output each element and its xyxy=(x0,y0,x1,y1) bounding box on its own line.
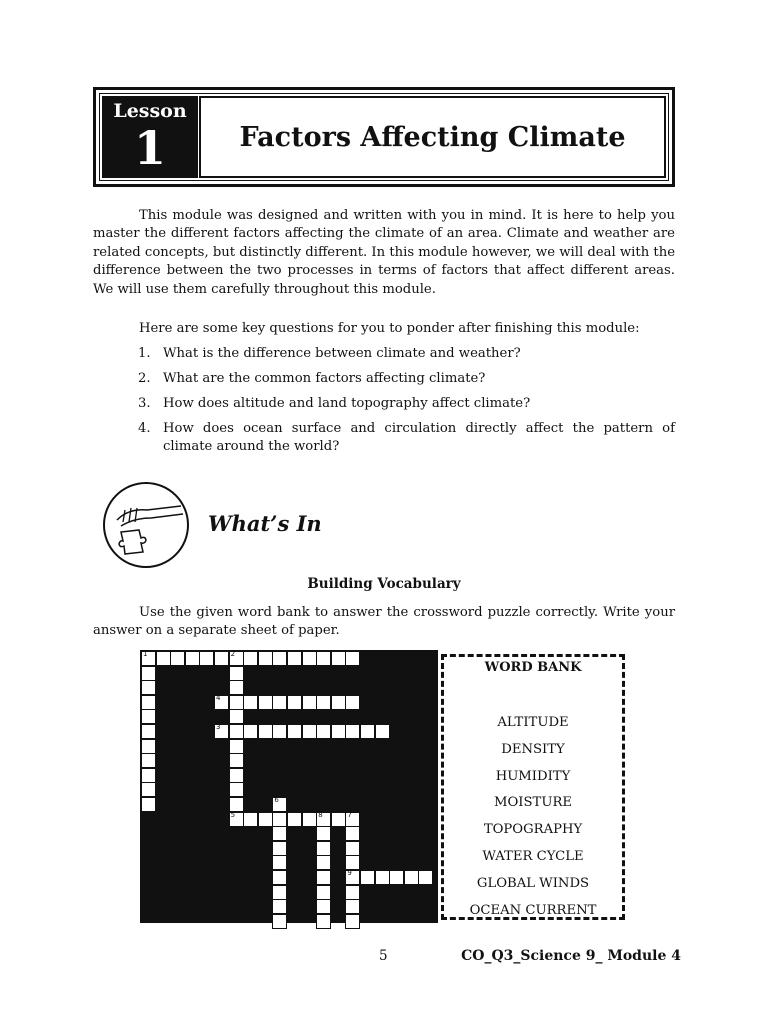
lesson-title: Factors Affecting Climate xyxy=(199,96,666,178)
questions-list xyxy=(138,345,675,463)
crossword-cell xyxy=(214,695,229,710)
crossword-cell xyxy=(243,695,258,710)
crossword-cell xyxy=(302,695,317,710)
crossword-cell xyxy=(185,651,200,666)
crossword-cell xyxy=(316,651,331,666)
crossword-cell xyxy=(214,651,229,666)
clue-number: 9 xyxy=(347,869,352,877)
crossword-cell xyxy=(170,651,185,666)
clue-number: 8 xyxy=(318,810,323,819)
word-bank-item: MOISTURE xyxy=(493,795,573,811)
crossword-cell xyxy=(229,709,244,724)
question-number: 1. xyxy=(138,346,151,361)
word-bank-title: WORD BANK xyxy=(484,660,582,675)
crossword-cell xyxy=(141,709,156,724)
question-number: 4. xyxy=(138,421,151,436)
word-bank xyxy=(441,654,625,920)
crossword-cell xyxy=(345,826,360,841)
vocab-title: Building Vocabulary xyxy=(307,576,461,592)
module-code: CO_Q3_Science 9_ Module 4 xyxy=(461,948,681,964)
crossword-cell xyxy=(229,782,244,797)
crossword-cell xyxy=(229,812,244,827)
crossword-cell xyxy=(272,724,287,739)
crossword-cell xyxy=(272,812,287,827)
crossword-cell xyxy=(345,841,360,856)
questions-intro: Here are some key questions for you to ponder after finishing this module: xyxy=(139,321,640,336)
lesson-tag xyxy=(102,96,198,178)
crossword-cell xyxy=(316,695,331,710)
clue-number: 2 xyxy=(230,650,236,658)
crossword-cell xyxy=(272,826,287,841)
crossword-cell xyxy=(258,812,273,827)
crossword-cell xyxy=(214,724,229,739)
crossword-cell xyxy=(141,753,156,768)
crossword-cell xyxy=(141,782,156,797)
crossword-cell xyxy=(229,695,244,710)
crossword-cell xyxy=(229,724,244,739)
word-bank-item: HUMIDITY xyxy=(495,768,571,784)
page-number: 5 xyxy=(379,948,388,964)
clue-number: 3 xyxy=(216,723,221,731)
crossword-cell xyxy=(345,885,360,900)
crossword-cell xyxy=(316,855,331,870)
vocab-instructions: Use the given word bank to answer the crossword puzzle correctly. Write your answer on a separate sheet of paper. xyxy=(93,605,675,639)
clue-number: 1 xyxy=(143,650,148,658)
crossword-cell xyxy=(229,666,244,681)
list-item xyxy=(138,395,675,413)
clue-number: 7 xyxy=(347,810,352,819)
list-item xyxy=(138,370,675,388)
crossword-cell xyxy=(229,739,244,754)
crossword-cell xyxy=(258,695,273,710)
crossword-cell xyxy=(375,724,390,739)
lesson-number: 1 xyxy=(133,121,166,175)
crossword-cell xyxy=(302,724,317,739)
crossword-cell xyxy=(141,666,156,681)
crossword-cell xyxy=(272,651,287,666)
crossword-puzzle xyxy=(140,650,438,923)
lesson-header xyxy=(93,87,675,187)
crossword-cell xyxy=(316,812,331,827)
crossword-cell xyxy=(316,870,331,885)
word-bank-list xyxy=(444,713,622,927)
crossword-cell xyxy=(243,812,258,827)
word-bank-item: GLOBAL WINDS xyxy=(476,875,590,891)
crossword-cell xyxy=(272,695,287,710)
crossword-cell xyxy=(345,651,360,666)
crossword-cell xyxy=(404,870,419,885)
crossword-cell xyxy=(375,870,390,885)
lesson-label: Lesson xyxy=(113,100,187,122)
crossword-cell xyxy=(418,870,433,885)
crossword-cell xyxy=(316,885,331,900)
crossword-cell xyxy=(141,651,156,666)
crossword-cell xyxy=(272,797,287,812)
crossword-cell xyxy=(287,651,302,666)
crossword-cell xyxy=(243,724,258,739)
crossword-cell xyxy=(141,695,156,710)
crossword-cell xyxy=(272,841,287,856)
crossword-cell xyxy=(258,651,273,666)
clue-number: 4 xyxy=(216,693,221,702)
crossword-cell xyxy=(331,695,346,710)
crossword-cell xyxy=(316,826,331,841)
crossword-cell xyxy=(345,812,360,827)
crossword-cell xyxy=(272,870,287,885)
crossword-cell xyxy=(141,724,156,739)
crossword-cell xyxy=(345,914,360,929)
crossword-cell xyxy=(229,651,244,666)
word-bank-item: ALTITUDE xyxy=(497,715,569,730)
crossword-cell xyxy=(345,870,360,885)
crossword-cell xyxy=(199,651,214,666)
crossword-cell xyxy=(141,768,156,783)
intro-paragraph: This module was designed and written with you in mind. It is here to help you master the different factors affecting the climate of an area. Climate and weather are related concepts, but distinctly different. In this module however, we will deal with the difference between the two processes in terms of factors that affect different areas. We will use them carefully throughout this module. xyxy=(93,208,675,297)
crossword-cell xyxy=(287,695,302,710)
crossword-cell xyxy=(229,680,244,695)
word-bank-item: TOPOGRAPHY xyxy=(483,822,583,838)
word-bank-item: WATER CYCLE xyxy=(482,848,584,864)
crossword-cell xyxy=(272,899,287,914)
crossword-cell xyxy=(360,870,375,885)
clue-number: 5 xyxy=(230,810,236,819)
question-number: 2. xyxy=(138,371,151,386)
crossword-cell xyxy=(345,695,360,710)
crossword-cell xyxy=(229,753,244,768)
question-text: How does altitude and land topography affect climate? xyxy=(163,396,531,411)
question-text: What is the difference between climate and weather? xyxy=(163,346,521,361)
whats-in-title: What’s In xyxy=(208,511,322,536)
crossword-cell xyxy=(258,724,273,739)
crossword-cell xyxy=(389,870,404,885)
word-bank-item: OCEAN CURRENT xyxy=(469,902,597,918)
crossword-cell xyxy=(345,899,360,914)
crossword-cell xyxy=(331,812,346,827)
crossword-cell xyxy=(302,651,317,666)
crossword-cell xyxy=(141,797,156,812)
crossword-cell xyxy=(331,651,346,666)
crossword-cell xyxy=(243,651,258,666)
crossword-cell xyxy=(141,680,156,695)
clue-number: 6 xyxy=(274,796,279,804)
list-item xyxy=(138,345,675,363)
crossword-cell xyxy=(272,914,287,929)
crossword-cell xyxy=(316,724,331,739)
crossword-cell xyxy=(331,724,346,739)
question-text: How does ocean surface and circulation directly affect the pattern of climate around the world? xyxy=(163,421,675,454)
question-number: 3. xyxy=(138,396,151,411)
crossword-cell xyxy=(272,855,287,870)
crossword-cell xyxy=(272,885,287,900)
crossword-cell xyxy=(141,739,156,754)
crossword-cell xyxy=(287,724,302,739)
crossword-cell xyxy=(156,651,171,666)
list-item xyxy=(138,420,675,456)
crossword-cell xyxy=(316,914,331,929)
crossword-cell xyxy=(316,899,331,914)
crossword-cell xyxy=(229,768,244,783)
crossword-cell xyxy=(360,724,375,739)
crossword-cell xyxy=(345,724,360,739)
crossword-cell xyxy=(302,812,317,827)
crossword-cell xyxy=(287,812,302,827)
puzzle-hand-icon xyxy=(99,480,195,570)
crossword-cell xyxy=(316,841,331,856)
word-bank-item: DENSITY xyxy=(501,741,565,757)
question-text: What are the common factors affecting climate? xyxy=(163,371,486,386)
